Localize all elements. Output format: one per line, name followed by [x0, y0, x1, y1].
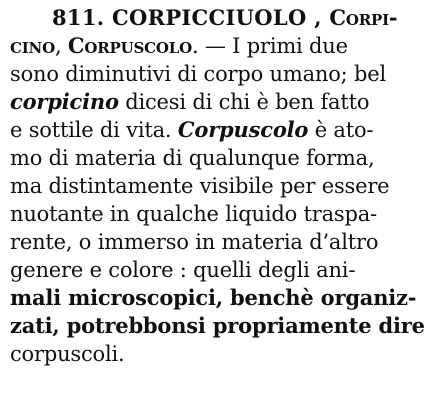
entry-line-11-text: mali microscopici, benchè organiz- — [10, 285, 417, 310]
entry-line-2-text: . — I primi due — [191, 34, 348, 58]
entry-line-12-text: zati, potrebbonsi propriamente dire — [10, 313, 425, 338]
entry-line-11 — [10, 284, 416, 312]
variant-corpuscolo: Corpuscolo — [67, 33, 192, 58]
entry-line-2 — [10, 32, 348, 60]
italic-corpuscolo: Corpuscolo — [177, 117, 309, 142]
entry-line-6 — [10, 144, 374, 172]
entry-line-5-text-a: e sottile di vita. — [10, 118, 178, 142]
separator-comma: , — [54, 34, 68, 58]
variant-corpicino-end: cino — [10, 33, 55, 58]
entry-line-4 — [10, 88, 369, 116]
entry-line-7 — [10, 172, 389, 200]
entry-headword-line — [52, 4, 397, 32]
entry-line-8 — [10, 200, 377, 228]
entry-line-3 — [10, 60, 386, 88]
entry-line-5-text-b: è ato- — [308, 118, 374, 142]
entry-line-13-text: corpuscoli. — [10, 342, 125, 366]
entry-line-8-text: nuotante in qualche liquido traspa- — [10, 202, 377, 226]
entry-line-13 — [10, 340, 125, 368]
entry-line-6-text: mo di materia di qualunque forma, — [10, 146, 375, 170]
italic-corpicino: corpicino — [10, 89, 119, 114]
entry-line-9-text: rente, o immerso in materia d’altro — [10, 230, 379, 254]
entry-line-5 — [10, 116, 373, 144]
entry-headword: 811. CORPICCIUOLO , — [52, 5, 330, 30]
entry-line-9 — [10, 228, 378, 256]
entry-line-3-text: sono diminutivi di corpo umano; bel — [10, 62, 387, 86]
variant-corpicino-start: Corpi- — [329, 5, 398, 30]
entry-line-4-text: dicesi di chi è ben fatto — [118, 90, 370, 114]
entry-line-12 — [10, 312, 425, 340]
entry-line-7-text: ma distintamente visibile per essere — [10, 174, 390, 198]
entry-line-10-text: genere e colore : quelli degli ani- — [10, 258, 356, 282]
entry-line-10 — [10, 256, 355, 284]
